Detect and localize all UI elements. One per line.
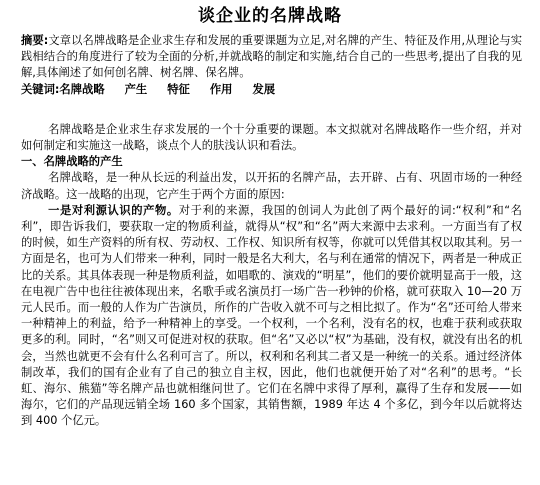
keywords-label: 关键词: (21, 82, 60, 96)
intro-paragraph: 名牌战略是企业求生存求发展的一个十分重要的课题。本文拟就对名牌战略作一些介绍，并对如何制定和实施这一战略，谈点个人的肤浅认识和看法。 (21, 122, 522, 153)
keyword-item: 名牌战略 (59, 82, 105, 96)
abstract-text: 文章以名牌战略是企业求生存和发展的重要课题为立足,对名牌的产生、特征及作用,从理论与实践相结合的角度进行了较为全面的分析,并就战略的制定和实施,结合自己的一些思考,提出了自我的见解,具体阐述了如何创名牌、树名牌、保名牌。 (21, 34, 522, 80)
abstract-label: 摘要: (21, 34, 49, 47)
keyword-item: 作用 (209, 82, 233, 96)
paragraph-body: 对于利的来源，我国的创词人为此创了两个最好的词:“权利”和“名利”，即告诉我们，要获取一定的物质利益，就得从“权”和“名”两大来源中去求利。一方面当有了权的时候，如生产资料的所有权、劳动权、工作权、知识所有权等，你就可以凭借其权以取其利。另一方面是名，也可为人们带来一种利，同时一般是名大利大，名与利在通常的情况下，两者是一种成正比的关系。其具体表现一种是物质利益，如唱歌的、演戏的“明星”，他们的要价就明显高于一般，这在电视广告中也往往被体现出来，名歌手或名演员打一场广告一秒钟的价格，就可获取入 10—20 万元人民币。而一般的人作为广告演员，所作的广告收入就不可与之相比拟了。作为“名”还可给人带来一种精神上的利益，给予一种精神上的享受。一个权利，一个名利，没有名的权，也难于获利或获取更多的利。同时，“名”则又可促进对权的获取。但“名”又必以“权”为基础，没有权，就没有出名的机会，当然也就更不会有什么名利可言了。所以，权利和名利其二者又是一种统一的关系。通过经济体制改革，我们的国有企业有了自己的独立自主权，因此，他们也就便开始了对“名利”的思考。“长虹、海尔、熊猫”等名牌产品也就相继问世了。它们在名牌中求得了厚利，赢得了生存和发展——如海尔，它们的产品现远销全场 160 多个国家，其销售额，1989 年达 4 个多亿，到今年以后就将达到 400 个亿元。 (21, 203, 522, 428)
keyword-item: 产生 (124, 82, 148, 96)
paragraph-lead: 一是对利源认识的产物。 (48, 203, 179, 217)
keywords (21, 82, 522, 98)
section-heading: 一、名牌战略的产生 (21, 155, 123, 169)
spacer (0, 98, 540, 122)
section-paragraph-2 (21, 203, 522, 430)
keyword-item: 特征 (167, 82, 190, 96)
abstract (21, 33, 522, 82)
keyword-item: 发展 (252, 82, 276, 96)
section-paragraph-1: 名牌战略，是一种从长远的利益出发，以开拓的名牌产品，去开辟、占有、巩固市场的一种经济战略。这一战略的出现，它产生于两个方面的原因: (21, 171, 522, 201)
page-title: 谈企业的名牌战略 (198, 6, 342, 26)
